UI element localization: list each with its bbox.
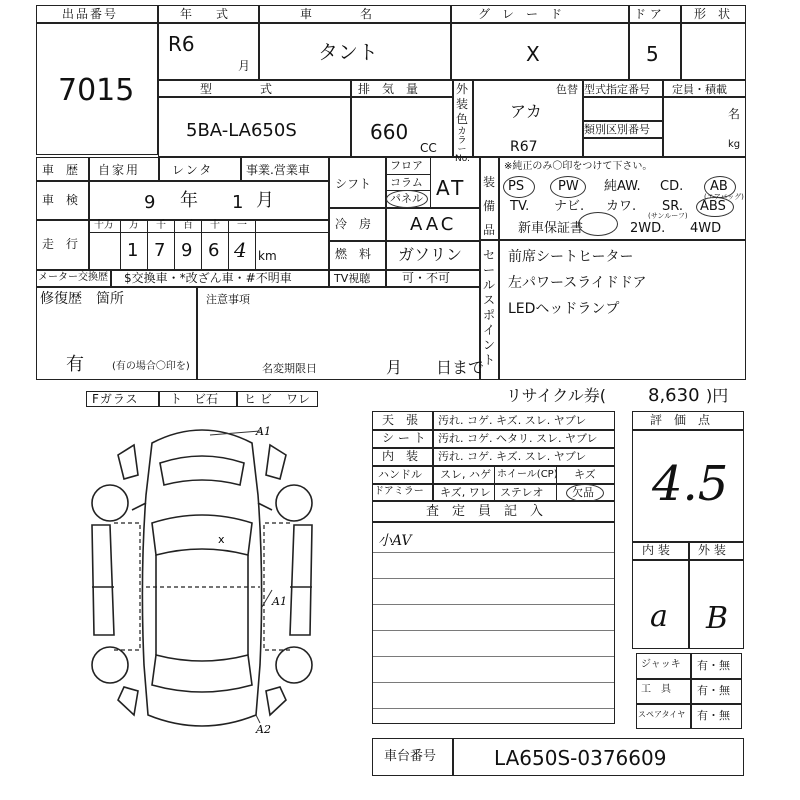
mileage-digit-4: 6 bbox=[208, 240, 220, 261]
damage-mark-a1-front: A1 bbox=[256, 425, 271, 438]
type-designation-label: 型式指定番号 bbox=[584, 83, 650, 96]
category-label: 類別区別番号 bbox=[584, 123, 650, 136]
fuel-label: 燃 料 bbox=[335, 247, 372, 261]
mileage-digit-2: 7 bbox=[154, 240, 166, 261]
rating-label: 評 価 点 bbox=[650, 413, 711, 427]
capacity-label: 定員・積載 bbox=[672, 83, 727, 96]
tool-kit-value: 有・無 bbox=[697, 684, 730, 697]
color-code: R67 bbox=[510, 139, 538, 155]
repair-note: (有の場合〇印を) bbox=[112, 361, 190, 372]
mileage-digit-3: 9 bbox=[181, 240, 193, 261]
equip-abs: ABS bbox=[700, 199, 726, 214]
ac-value: AAC bbox=[410, 214, 457, 235]
cc-unit: CC bbox=[420, 141, 437, 155]
tool-kit-label: 工 具 bbox=[641, 684, 671, 695]
chassis-label: 車台番号 bbox=[384, 749, 437, 764]
recycle-amount: 8,630 bbox=[648, 385, 700, 406]
tv-value: 可・不可 bbox=[402, 271, 451, 285]
handle-options: スレ, ハゲ bbox=[440, 468, 491, 481]
mirror-options: キズ, ワレ bbox=[440, 486, 491, 499]
equip-aw: 純AW. bbox=[604, 179, 641, 194]
door-label: ド ア bbox=[634, 7, 662, 21]
digit-header-10: 十 bbox=[210, 220, 220, 231]
interior-row-trim-options: 汚れ. コゲ. キズ. スレ. ヤブレ bbox=[438, 450, 587, 463]
glass-label-crack: ヒ ビ bbox=[244, 392, 272, 406]
inspection-year: 9 bbox=[144, 192, 156, 213]
digit-header-10000: 万 bbox=[129, 220, 139, 231]
meter-label: メーター交換歴 bbox=[38, 272, 108, 283]
stereo-value-circle bbox=[566, 484, 604, 502]
recycle-label: リサイクル券( bbox=[506, 386, 607, 405]
history-label: 車 歴 bbox=[42, 163, 79, 177]
interior-grade-label: 内 装 bbox=[642, 543, 670, 557]
inspector-label: 査 定 員 記 入 bbox=[426, 504, 544, 519]
exterior-grade-value: B bbox=[706, 601, 729, 636]
lot-number: 7015 bbox=[58, 73, 135, 108]
stereo-value: 欠品 bbox=[572, 486, 594, 499]
equip-4wd: 4WD bbox=[690, 221, 722, 236]
year-value: R6 bbox=[168, 32, 195, 56]
glass-label-chip: ト ビ石 bbox=[170, 392, 219, 406]
equip-2wd: 2WD. bbox=[630, 221, 666, 236]
equipment-note: ※純正のみ〇印をつけて下さい。 bbox=[504, 161, 653, 172]
shift-value: AT bbox=[436, 176, 467, 200]
inspection-year-unit: 年 bbox=[180, 190, 198, 211]
shift-floor: フロア bbox=[390, 159, 423, 172]
handle-label: ハンドル bbox=[378, 468, 422, 481]
grade-value: X bbox=[526, 42, 540, 66]
mileage-label: 走 行 bbox=[42, 237, 79, 251]
lot-label: 出品番号 bbox=[62, 7, 119, 21]
model-value: 5BA-LA650S bbox=[186, 120, 297, 141]
chassis-number: LA650S-0376609 bbox=[494, 746, 667, 770]
equip-ps-circle bbox=[503, 176, 535, 198]
ac-label: 冷 房 bbox=[335, 217, 372, 231]
tool-jack-label: ジャッキ bbox=[641, 659, 681, 670]
repair-value-circle bbox=[58, 350, 92, 380]
interior-row-trim-label: 内 装 bbox=[382, 449, 419, 463]
digit-header-100: 百 bbox=[183, 220, 193, 231]
selling-point-2: 左パワースライドドア bbox=[508, 275, 647, 291]
car-name: タント bbox=[318, 40, 378, 64]
interior-row-ceiling-label: 天 張 bbox=[382, 413, 419, 427]
wheel-label: ホイール(CP) bbox=[497, 469, 558, 480]
repair-label: 修復歴 箇所 bbox=[40, 291, 124, 307]
inspection-month-unit: 月 bbox=[256, 190, 274, 211]
tool-jack-value: 有・無 bbox=[697, 659, 730, 672]
inspection-month: 1 bbox=[232, 192, 244, 213]
caution-label: 注意事項 bbox=[206, 293, 250, 306]
equip-ab: AB bbox=[710, 179, 728, 194]
equip-pw: PW bbox=[558, 179, 579, 194]
equip-warranty-circle bbox=[578, 212, 618, 236]
exterior-grade-label: 外 装 bbox=[698, 543, 726, 557]
shift-panel-circle bbox=[386, 190, 428, 208]
damage-mark-a1-side: A1 bbox=[272, 595, 287, 608]
color-value: アカ bbox=[510, 102, 542, 121]
shift-panel: パネル bbox=[390, 192, 423, 205]
mileage-digit-1: 1 bbox=[127, 240, 139, 261]
rating-score: 4.5 bbox=[652, 456, 729, 512]
stereo-label: ステレオ bbox=[500, 486, 544, 499]
history-option-private: 自家用 bbox=[98, 163, 141, 177]
displacement-value: 660 bbox=[370, 120, 409, 144]
equip-navi: ナビ. bbox=[554, 199, 585, 214]
capacity-unit-kg: kg bbox=[728, 139, 741, 150]
equip-ps: PS bbox=[508, 179, 525, 194]
digit-header-100000: 十万 bbox=[94, 220, 114, 231]
interior-row-ceiling-options: 汚れ. コゲ. キズ. スレ. ヤブレ bbox=[438, 414, 587, 427]
exterior-color-label: 外装色 bbox=[455, 82, 468, 126]
recycle-unit: )円 bbox=[706, 386, 729, 405]
selling-points-label: セールスポイント bbox=[482, 248, 495, 367]
equipment-label: 装備品 bbox=[482, 175, 495, 237]
glass-label-front: Fガラス bbox=[92, 392, 139, 406]
inspector-handwriting: 小AV bbox=[378, 533, 412, 549]
model-label: 型 式 bbox=[200, 82, 273, 96]
capacity-unit-people: 名 bbox=[728, 107, 741, 121]
selling-point-1: 前席シートヒーター bbox=[508, 249, 634, 265]
equip-sunroof-note: (サンルーフ) bbox=[648, 212, 688, 220]
color-change-label: 色替 bbox=[556, 83, 578, 96]
history-option-business: 事業.営業車 bbox=[246, 163, 310, 177]
grade-label: グ レ ー ド bbox=[478, 7, 563, 21]
month-unit: 月 bbox=[238, 59, 251, 73]
color-no-label: カラーNo. bbox=[455, 127, 470, 164]
door-value: 5 bbox=[646, 42, 659, 66]
repair-value: 有 bbox=[66, 354, 84, 375]
interior-row-seat-options: 汚れ. コゲ. ヘタリ. スレ. ヤブレ bbox=[438, 432, 598, 445]
glass-label-broken: ワレ bbox=[286, 392, 311, 406]
digit-header-1: 一 bbox=[237, 220, 247, 231]
interior-row-seat-label: シ ー ト bbox=[382, 431, 426, 445]
shift-column: コラム bbox=[390, 176, 423, 189]
mileage-digit-5: 4 bbox=[234, 238, 247, 262]
history-option-rental: レンタ bbox=[172, 163, 214, 177]
fuel-value: ガソリン bbox=[398, 245, 463, 264]
interior-grade-value: a bbox=[650, 599, 668, 634]
tv-label: TV視聴 bbox=[334, 272, 371, 285]
tool-spare-label: スペアタイヤ bbox=[638, 710, 686, 719]
car-name-label: 車 名 bbox=[300, 7, 373, 21]
shape-label: 形 状 bbox=[694, 7, 731, 21]
equip-cd: CD. bbox=[660, 179, 684, 194]
shift-label: シフト bbox=[335, 177, 372, 191]
tool-spare-value: 有・無 bbox=[697, 709, 730, 722]
digit-header-1000: 千 bbox=[156, 220, 166, 231]
displacement-label: 排 気 量 bbox=[358, 82, 419, 96]
equip-warranty: 新車保証書 bbox=[518, 221, 584, 236]
name-change-day: 日まで bbox=[436, 358, 485, 377]
wheel-value: キズ bbox=[574, 468, 596, 481]
car-damage-diagram bbox=[80, 415, 325, 750]
equip-pw-circle bbox=[550, 176, 586, 198]
damage-mark-a2-rear: A2 bbox=[256, 723, 271, 736]
selling-point-3: LEDヘッドランプ bbox=[508, 301, 620, 317]
equip-sr: SR. bbox=[662, 199, 683, 214]
equip-ab-note: (エアバッグ) bbox=[704, 193, 744, 201]
meter-options: $交換車・*改ざん車・#不明車 bbox=[124, 271, 292, 285]
equip-leather: カワ. bbox=[606, 199, 637, 214]
equip-abs-circle bbox=[696, 197, 734, 217]
name-change-month: 月 bbox=[386, 358, 403, 377]
equip-tv: TV. bbox=[510, 199, 530, 214]
year-label: 年 式 bbox=[180, 7, 229, 21]
damage-mark-x: x bbox=[218, 533, 225, 546]
inspection-label: 車 検 bbox=[42, 193, 79, 207]
name-change-label: 名変期限日 bbox=[262, 362, 317, 375]
km-unit: km bbox=[258, 249, 277, 263]
mirror-label: ドアミラー bbox=[374, 486, 424, 497]
